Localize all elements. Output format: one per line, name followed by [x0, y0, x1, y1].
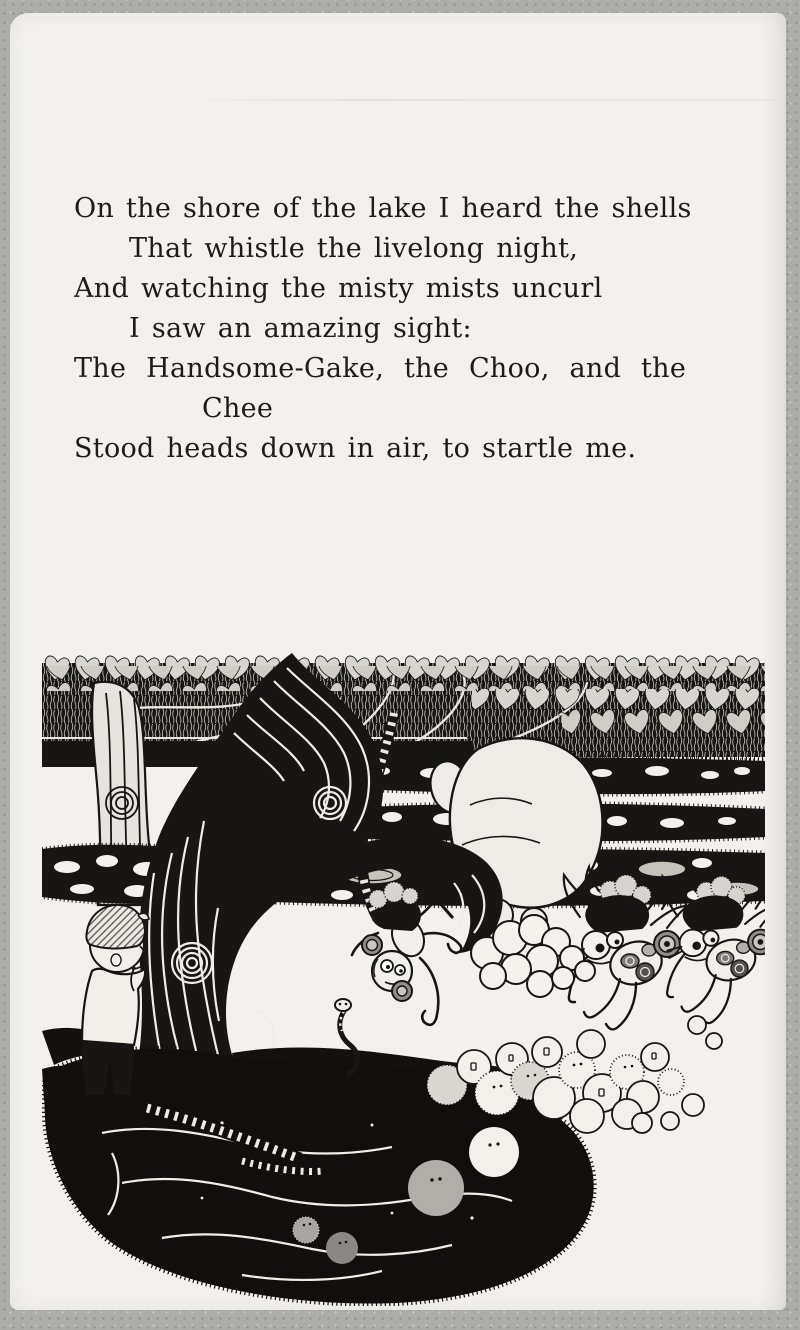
- poem-line: The Handsome-Gake, the Choo, and the: [74, 353, 687, 384]
- poem-line: Chee: [202, 393, 274, 424]
- page-curl-shadow: [175, 99, 776, 101]
- poem-line: I saw an amazing sight:: [129, 313, 472, 344]
- poem-line: And watching the misty mists uncurl: [74, 273, 603, 304]
- poem-line: On the shore of the lake I heard the shells: [74, 193, 692, 224]
- poem: [74, 189, 746, 469]
- poem-line: That whistle the livelong night,: [129, 233, 579, 264]
- illustration: [42, 653, 765, 1306]
- page-edge-shade: [762, 13, 786, 1310]
- poem-line: Stood heads down in air, to startle me.: [74, 433, 637, 464]
- book-page: [10, 13, 786, 1310]
